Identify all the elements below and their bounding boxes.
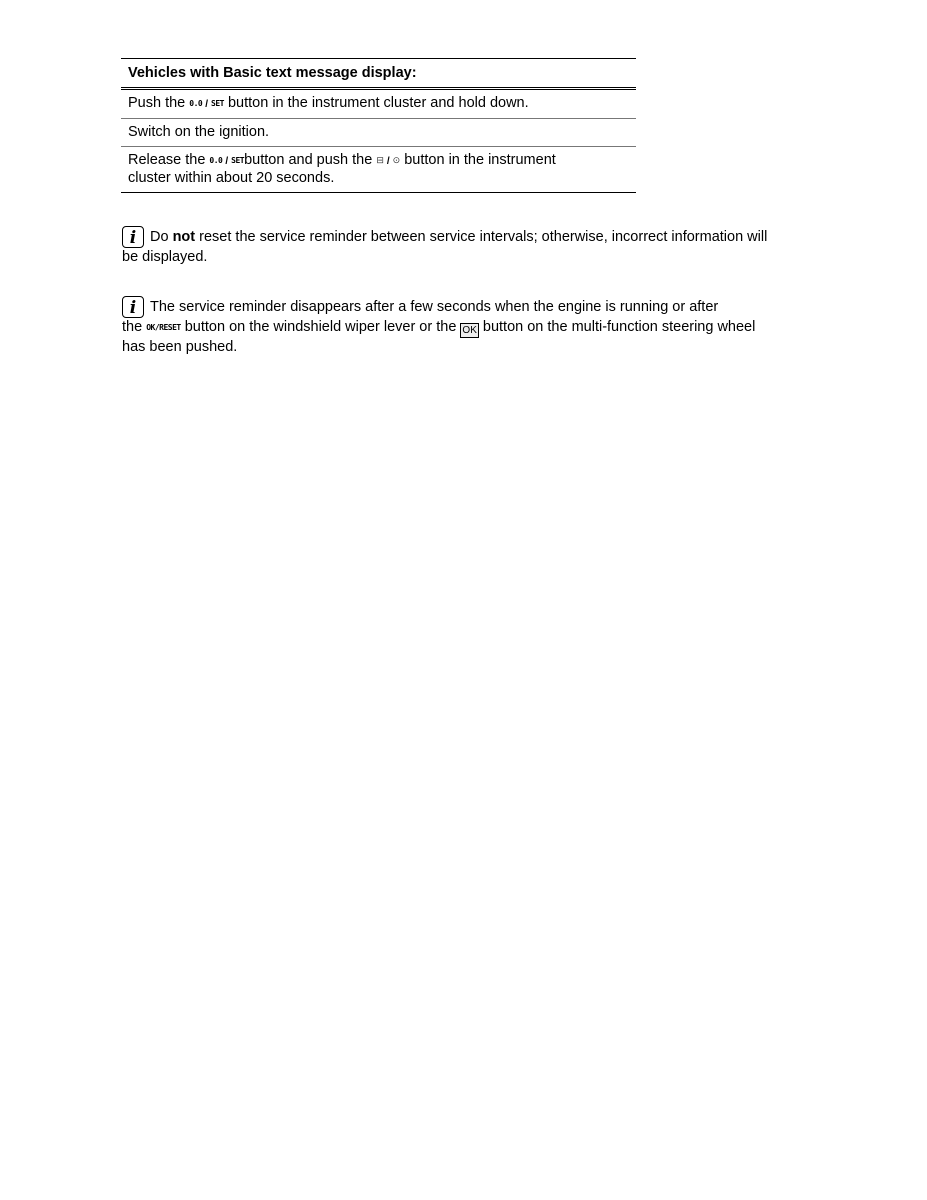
note-text: The service reminder disappears after a few seconds when the engine is running or after bbox=[150, 299, 719, 315]
table-row bbox=[121, 147, 636, 193]
note-text: button on the multi-function steering wheel bbox=[478, 319, 756, 335]
instructions-table bbox=[121, 58, 636, 193]
key-separator: / bbox=[386, 156, 390, 167]
ok-button-icon: OK bbox=[462, 325, 477, 336]
key-ok-reset-label: OK/RESET bbox=[146, 323, 181, 332]
row-text: button in the instrument cluster and hold down. bbox=[223, 95, 529, 111]
row-text: Release the bbox=[128, 152, 206, 168]
note-text: Do bbox=[150, 229, 173, 245]
key-set-label: SET bbox=[211, 99, 224, 108]
row-text: cluster within about 20 seconds. bbox=[128, 170, 335, 186]
table-row bbox=[121, 119, 636, 147]
info-note bbox=[122, 296, 812, 356]
note-text: button on the windshield wiper lever or the bbox=[180, 319, 461, 335]
clock-icon: ⊙ bbox=[392, 155, 401, 165]
row-text: button and push the bbox=[244, 152, 373, 168]
row-text: Push the bbox=[128, 95, 186, 111]
info-icon: i bbox=[122, 226, 144, 248]
row-text: Switch on the ignition. bbox=[128, 124, 270, 140]
table-header: Vehicles with Basic text message display: bbox=[121, 59, 636, 90]
row-text: button in the instrument bbox=[400, 152, 556, 168]
key-separator: / bbox=[205, 99, 209, 110]
key-reset-label: 0.0 bbox=[189, 99, 203, 108]
key-set-label: SET bbox=[231, 156, 245, 165]
table-row bbox=[121, 90, 636, 119]
info-icon: i bbox=[122, 296, 144, 318]
note-text: has been pushed. bbox=[122, 339, 238, 355]
key-reset-label: 0.0 bbox=[209, 156, 223, 165]
key-separator: / bbox=[225, 156, 229, 167]
note-text: the bbox=[122, 319, 147, 335]
note-emphasis: not bbox=[172, 229, 196, 245]
note-text: reset the service reminder between service intervals; otherwise, incorrect information will bbox=[195, 229, 768, 245]
info-note bbox=[122, 226, 812, 266]
menu-icon: ⊟ bbox=[376, 155, 384, 165]
note-text: be displayed. bbox=[122, 249, 208, 265]
